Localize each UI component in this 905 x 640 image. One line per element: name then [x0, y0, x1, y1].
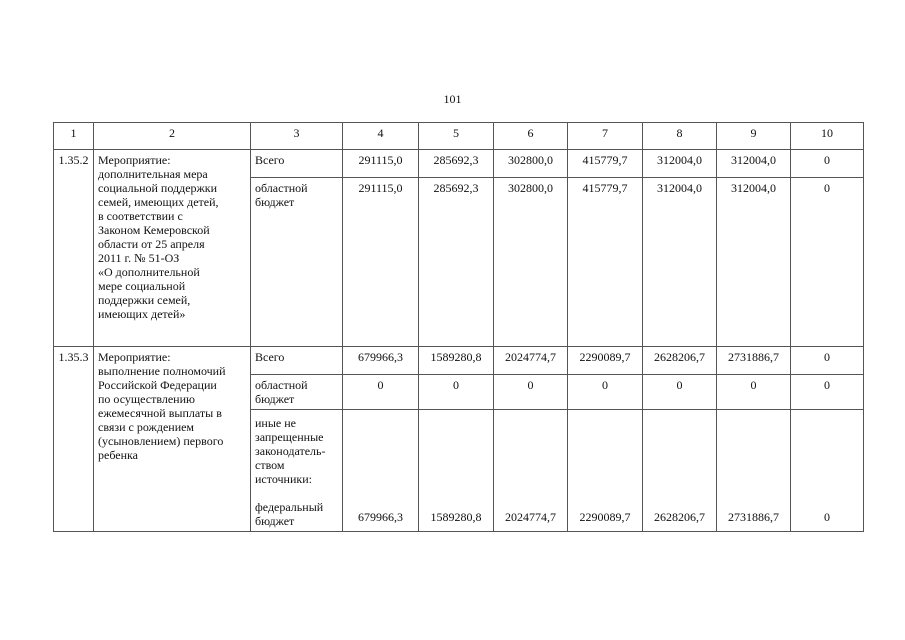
- funding-source: Всего: [251, 150, 343, 178]
- value-cell: 0: [717, 375, 791, 410]
- header-cell: 2: [94, 123, 251, 150]
- value-cell: 0: [419, 375, 494, 410]
- header-cell: 10: [791, 123, 864, 150]
- value-cell: 302800,0: [494, 150, 568, 178]
- table-row: [54, 150, 864, 178]
- value-cell: 679966,3: [343, 347, 419, 375]
- value-cell: 2024774,7: [494, 410, 568, 532]
- measure-description: Мероприятие: выполнение полномочий Российской Федерации по осуществлению ежемесячной выплаты в связи с рождением (усыновлением) первого ребенка: [94, 347, 251, 532]
- value-cell: 312004,0: [643, 178, 717, 347]
- funding-source: областной бюджет: [251, 178, 343, 347]
- measure-code: 1.35.3: [54, 347, 94, 532]
- value-cell: 285692,3: [419, 150, 494, 178]
- table-row: [54, 347, 864, 375]
- page-number: 101: [443, 92, 462, 106]
- value-cell: 0: [791, 410, 864, 532]
- value-cell: 2024774,7: [494, 347, 568, 375]
- value-cell: 312004,0: [717, 178, 791, 347]
- value-cell: 312004,0: [643, 150, 717, 178]
- value-cell: 0: [568, 375, 643, 410]
- header-cell: 6: [494, 123, 568, 150]
- budget-table: [53, 122, 864, 532]
- value-cell: 2731886,7: [717, 410, 791, 532]
- measure-description: Мероприятие: дополнительная мера социальной поддержки семей, имеющих детей, в соответствии с Законом Кемеровской области от 25 апреля 2011 г. № 51-ОЗ «О дополнительной мере социальной поддержки семей, имеющих детей»: [94, 150, 251, 347]
- value-cell: 1589280,8: [419, 347, 494, 375]
- value-cell: 2290089,7: [568, 410, 643, 532]
- funding-source-group: [251, 410, 343, 532]
- value-cell: 2290089,7: [568, 347, 643, 375]
- header-cell: 5: [419, 123, 494, 150]
- funding-source: Всего: [251, 347, 343, 375]
- value-cell: 415779,7: [568, 178, 643, 347]
- funding-source: федеральный бюджет: [255, 500, 324, 528]
- value-cell: 291115,0: [343, 178, 419, 347]
- value-cell: 302800,0: [494, 178, 568, 347]
- header-cell: 1: [54, 123, 94, 150]
- value-cell: 312004,0: [717, 150, 791, 178]
- header-cell: 9: [717, 123, 791, 150]
- value-cell: 0: [791, 150, 864, 178]
- value-cell: 0: [494, 375, 568, 410]
- header-cell: 4: [343, 123, 419, 150]
- value-cell: 0: [643, 375, 717, 410]
- value-cell: 2628206,7: [643, 347, 717, 375]
- value-cell: 2731886,7: [717, 347, 791, 375]
- value-cell: 0: [791, 178, 864, 347]
- header-cell: 8: [643, 123, 717, 150]
- value-cell: 679966,3: [343, 410, 419, 532]
- value-cell: 0: [343, 375, 419, 410]
- value-cell: 291115,0: [343, 150, 419, 178]
- funding-source: иные не запрещенные законодатель- ством источники:: [255, 416, 326, 486]
- header-cell: 3: [251, 123, 343, 150]
- header-cell: 7: [568, 123, 643, 150]
- value-cell: 1589280,8: [419, 410, 494, 532]
- funding-source: областной бюджет: [251, 375, 343, 410]
- value-cell: 285692,3: [419, 178, 494, 347]
- value-cell: 0: [791, 347, 864, 375]
- measure-code: 1.35.2: [54, 150, 94, 347]
- value-cell: 0: [791, 375, 864, 410]
- value-cell: 415779,7: [568, 150, 643, 178]
- value-cell: 2628206,7: [643, 410, 717, 532]
- header-row: [54, 123, 864, 150]
